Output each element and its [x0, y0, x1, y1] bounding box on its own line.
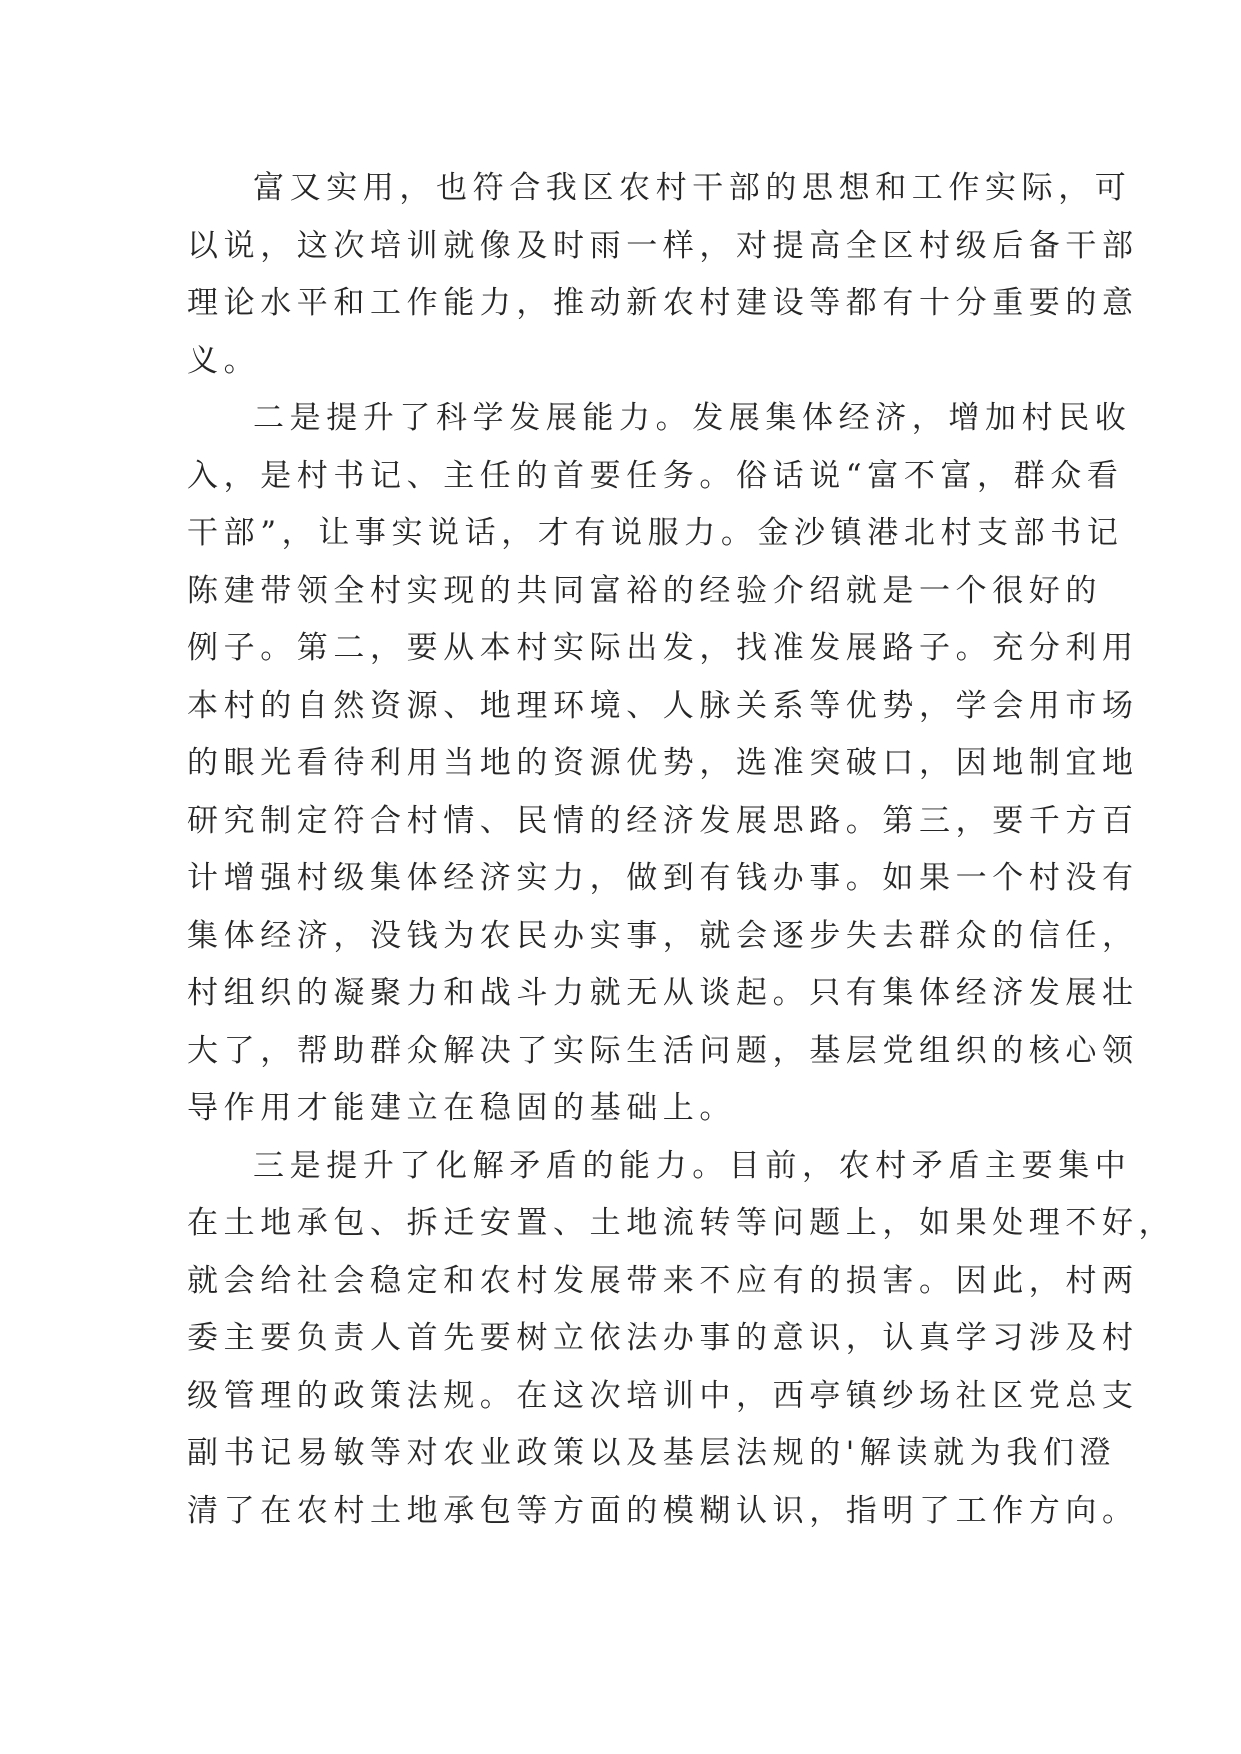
- text-line: 研究制定符合村情、民情的经济发展思路。第三，要千方百: [187, 802, 1139, 839]
- text-line: 副书记易敏等对农业政策以及基层法规的'解读就为我们澄: [187, 1435, 1117, 1471]
- text-line: 级管理的政策法规。在这次培训中，西亭镇纱场社区党总支: [187, 1377, 1139, 1414]
- text-line: 村组织的凝聚力和战斗力就无从谈起。只有集体经济发展壮: [187, 975, 1139, 1011]
- text-line: 清了在农村土地承包等方面的模糊认识，指明了工作方向。: [187, 1492, 1139, 1529]
- text-line: 陈建带领全村实现的共同富裕的经验介绍就是一个很好的: [187, 572, 1102, 609]
- text-line: 以说，这次培训就像及时雨一样，对提高全区村级后备干部: [187, 227, 1139, 264]
- text-line: 计增强村级集体经济实力，做到有钱办事。如果一个村没有: [187, 860, 1139, 896]
- body-text: [187, 160, 1176, 1540]
- text-line: 入，是村书记、主任的首要任务。俗话说“富不富，群众看: [187, 457, 1124, 494]
- text-line: 导作用才能建立在稳固的基础上。: [187, 1090, 736, 1126]
- text-line: 富又实用，也符合我区农村干部的思想和工作实际，可: [253, 170, 1132, 206]
- text-line: 就会给社会稳定和农村发展带来不应有的损害。因此，村两: [187, 1262, 1139, 1299]
- text-line: 例子。第二，要从本村实际出发，找准发展路子。充分利用: [187, 630, 1139, 666]
- text-line: 的眼光看待利用当地的资源优势，选准突破口，因地制宜地: [187, 745, 1139, 781]
- text-line: 二是提升了科学发展能力。发展集体经济，增加村民收: [253, 400, 1132, 436]
- text-line: 干部”，让事实说话，才有说服力。金沙镇港北村支部书记: [187, 515, 1124, 551]
- text-line: 三是提升了化解矛盾的能力。目前，农村矛盾主要集中: [253, 1147, 1132, 1184]
- text-line: 在土地承包、拆迁安置、土地流转等问题上，如果处理不好，: [187, 1205, 1176, 1241]
- text-line: 理论水平和工作能力，推动新农村建设等都有十分重要的意: [187, 285, 1139, 321]
- text-line: 委主要负责人首先要树立依法办事的意识，认真学习涉及村: [187, 1320, 1139, 1356]
- text-line: 集体经济，没钱为农民办实事，就会逐步失去群众的信任，: [187, 917, 1139, 954]
- text-line: 本村的自然资源、地理环境、人脉关系等优势，学会用市场: [187, 687, 1139, 724]
- text-line: 义。: [187, 342, 261, 379]
- text-line: 大了，帮助群众解决了实际生活问题，基层党组织的核心领: [187, 1032, 1139, 1069]
